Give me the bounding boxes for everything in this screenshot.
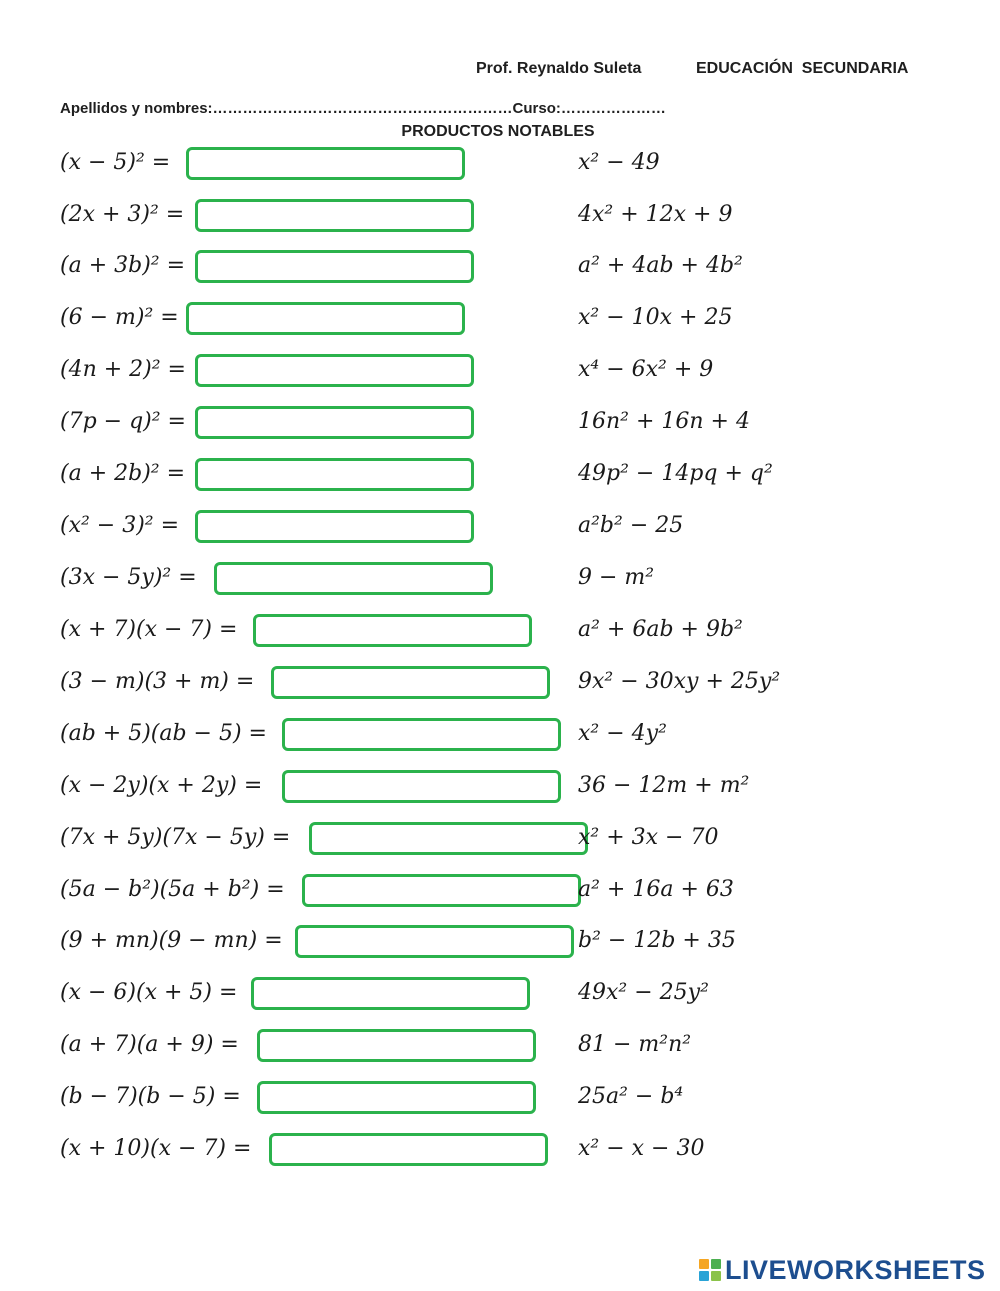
exercise-expression: (x² − 3)² = [60, 513, 180, 538]
answer-input-box[interactable] [257, 1081, 536, 1114]
student-name-line: Apellidos y nombres:……………………………………………………Curso:………………… [60, 100, 666, 117]
answer-option: 9x² − 30xy + 25y² [578, 669, 781, 694]
exercise-expression: (6 − m)² = [60, 305, 179, 330]
answer-input-box[interactable] [195, 199, 474, 232]
answer-option: 49p² − 14pq + q² [578, 461, 773, 486]
education-level: EDUCACIÓN SECUNDARIA [696, 60, 909, 77]
answer-option: 49x² − 25y² [578, 980, 709, 1005]
answer-input-box[interactable] [302, 874, 581, 907]
answer-input-box[interactable] [186, 302, 465, 335]
exercise-expression: (x − 5)² = [60, 150, 171, 175]
liveworksheets-logo [699, 1255, 986, 1285]
exercise-expression: (2x + 3)² = [60, 202, 185, 227]
answer-option: a² + 16a + 63 [578, 877, 734, 902]
logo-mark-icon [699, 1259, 721, 1281]
exercise-expression: (b − 7)(b − 5) = [60, 1084, 241, 1109]
answer-option: 36 − 12m + m² [578, 773, 750, 798]
answer-option: a² + 6ab + 9b² [578, 617, 743, 642]
worksheet-title [0, 123, 1000, 141]
exercise-expression: (4n + 2)² = [60, 357, 186, 382]
answer-option: x² − 10x + 25 [578, 305, 733, 330]
answer-input-box[interactable] [282, 718, 561, 751]
exercise-expression: (x − 6)(x + 5) = [60, 980, 238, 1005]
answer-input-box[interactable] [295, 925, 574, 958]
exercise-expression: (5a − b²)(5a + b²) = [60, 877, 285, 902]
exercise-expression: (x − 2y)(x + 2y) = [60, 773, 263, 798]
answer-input-box[interactable] [282, 770, 561, 803]
exercise-expression: (3x − 5y)² = [60, 565, 197, 590]
answer-option: a² + 4ab + 4b² [578, 253, 743, 278]
answer-option: x² − x − 30 [578, 1136, 705, 1161]
exercise-expression: (3 − m)(3 + m) = [60, 669, 255, 694]
answer-option: a²b² − 25 [578, 513, 684, 538]
answer-input-box[interactable] [195, 406, 474, 439]
answer-input-box[interactable] [271, 666, 550, 699]
answer-input-box[interactable] [214, 562, 493, 595]
answer-option: x² + 3x − 70 [578, 825, 719, 850]
exercise-expression: (7x + 5y)(7x − 5y) = [60, 825, 291, 850]
logo-text: LIVEWORKSHEETS [725, 1254, 986, 1285]
exercise-expression: (a + 2b)² = [60, 461, 186, 486]
answer-option: 81 − m²n² [578, 1032, 692, 1057]
answer-option: x⁴ − 6x² + 9 [578, 357, 714, 382]
exercise-expression: (a + 3b)² = [60, 253, 186, 278]
answer-option: 4x² + 12x + 9 [578, 202, 733, 227]
answer-input-box[interactable] [186, 147, 465, 180]
exercise-expression: (9 + mn)(9 − mn) = [60, 928, 283, 953]
answer-option: b² − 12b + 35 [578, 928, 736, 953]
worksheet-title-text: PRODUCTOS NOTABLES [401, 123, 595, 140]
answer-input-box[interactable] [251, 977, 530, 1010]
exercise-expression: (x + 7)(x − 7) = [60, 617, 238, 642]
answer-input-box[interactable] [253, 614, 532, 647]
exercise-expression: (ab + 5)(ab − 5) = [60, 721, 267, 746]
answer-option: x² − 49 [578, 150, 660, 175]
answer-input-box[interactable] [269, 1133, 548, 1166]
author-name: Prof. Reynaldo Suleta [476, 60, 642, 77]
answer-option: 25a² − b⁴ [578, 1084, 684, 1109]
exercise-expression: (a + 7)(a + 9) = [60, 1032, 239, 1057]
exercise-expression: (7p − q)² = [60, 409, 186, 434]
answer-input-box[interactable] [195, 458, 474, 491]
answer-input-box[interactable] [195, 510, 474, 543]
answer-option: 9 − m² [578, 565, 655, 590]
exercise-expression: (x + 10)(x − 7) = [60, 1136, 252, 1161]
answer-input-box[interactable] [195, 354, 474, 387]
answer-input-box[interactable] [309, 822, 588, 855]
answer-option: x² − 4y² [578, 721, 667, 746]
answer-option: 16n² + 16n + 4 [578, 409, 750, 434]
answer-input-box[interactable] [195, 250, 474, 283]
answer-input-box[interactable] [257, 1029, 536, 1062]
